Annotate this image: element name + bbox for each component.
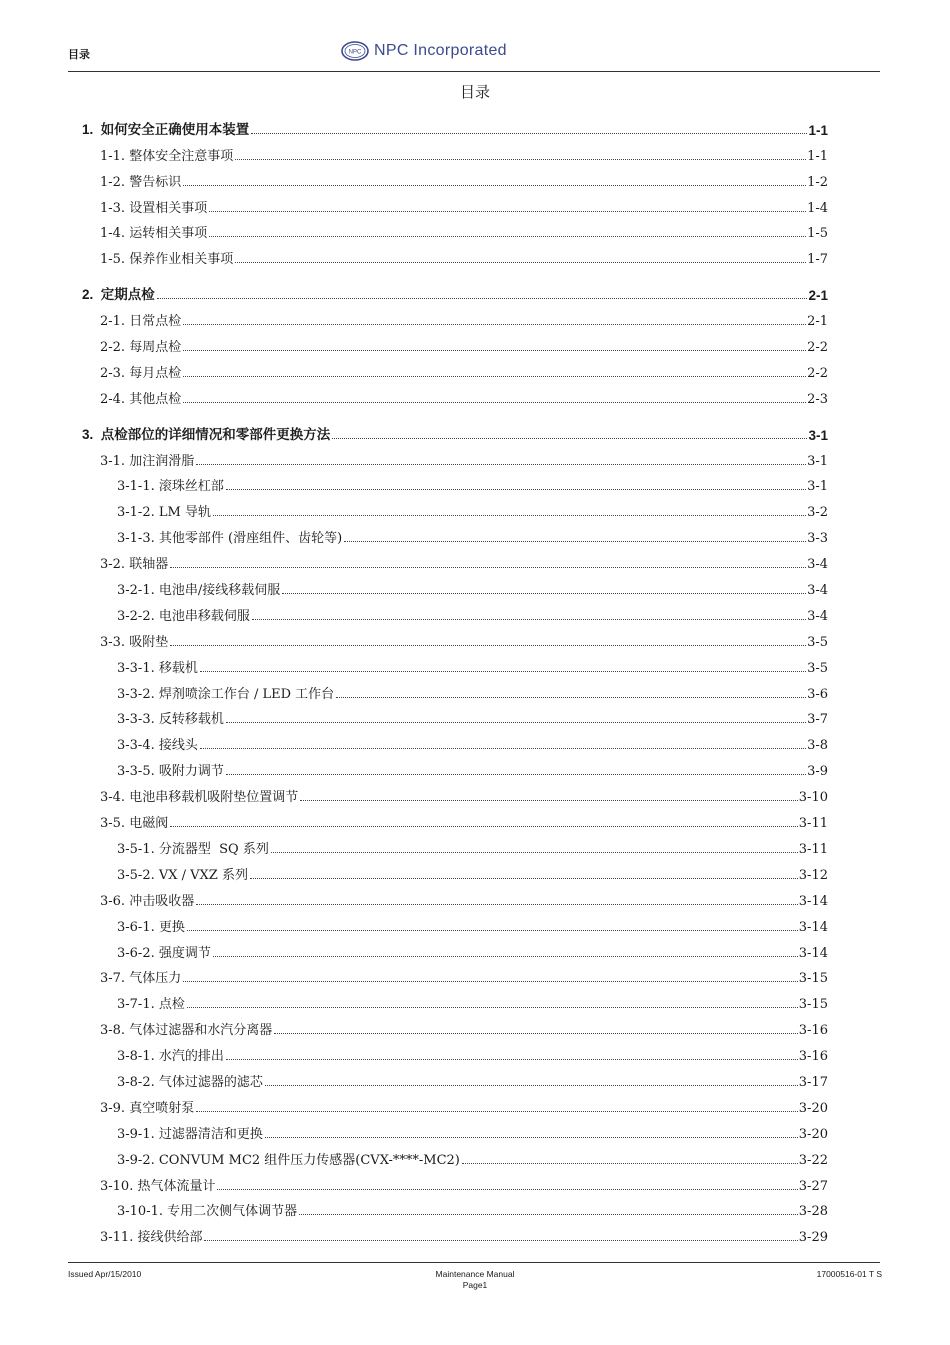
toc-entry[interactable]	[82, 909, 828, 935]
toc-entry-page: 3-20	[798, 1100, 828, 1116]
toc-dot-leader	[344, 541, 806, 542]
toc-entry-page: 3-27	[798, 1178, 828, 1194]
toc-dot-leader	[235, 262, 806, 263]
toc-entry[interactable]	[82, 702, 828, 728]
toc-entry[interactable]	[82, 935, 828, 961]
toc-entry-label: 3-10-1. 专用二次侧气体调节器	[117, 1204, 298, 1220]
toc-entry-page: 3-11	[798, 816, 828, 832]
toc-entry[interactable]	[82, 190, 828, 216]
toc-entry-page: 2-2	[807, 340, 828, 356]
toc-dot-leader	[209, 211, 806, 212]
toc-entry-label: 3-5-1. 分流器型 SQ 系列	[117, 841, 269, 857]
toc-entry[interactable]	[82, 1168, 828, 1194]
footer-page-number: Page1	[462, 1280, 488, 1290]
toc-entry-label: 3-8-2. 气体过滤器的滤芯	[117, 1074, 263, 1090]
toc-dot-leader	[196, 464, 806, 465]
footer-manual-title: Maintenance Manual	[435, 1269, 515, 1279]
toc-dot-leader	[183, 350, 806, 351]
toc-entry-page: 3-8	[807, 738, 828, 754]
toc-entry-page: 1-5	[807, 226, 828, 242]
toc-entry[interactable]	[82, 986, 828, 1012]
toc-entry-page: 3-1	[807, 453, 828, 469]
toc-dot-leader	[170, 826, 798, 827]
toc-entry[interactable]	[82, 138, 828, 164]
toc-entry-label: 3-1-1. 滚珠丝杠部	[117, 479, 224, 495]
company-logo	[340, 38, 507, 64]
toc-dot-leader	[200, 748, 806, 749]
toc-entry-page: 1-1	[807, 148, 828, 164]
npc-logo-icon	[340, 40, 372, 62]
toc-entry-page: 3-28	[798, 1204, 828, 1220]
toc-entry-page: 3-12	[798, 867, 828, 883]
toc-entry-label: 3-3. 吸附垫	[100, 634, 169, 650]
toc-entry[interactable]	[82, 676, 828, 702]
toc-entry-page: 2-2	[807, 365, 828, 381]
toc-entry-label: 3-3-3. 反转移载机	[117, 712, 224, 728]
toc-entry[interactable]	[82, 1012, 828, 1038]
toc-entry-label: 3-2. 联轴器	[100, 557, 169, 573]
toc-entry-label: 3-10. 热气体流量计	[100, 1178, 216, 1194]
toc-entry[interactable]	[82, 381, 828, 407]
toc-entry-label: 3-3-4. 接线头	[117, 738, 198, 754]
toc-entry-label: 2-2. 每周点检	[100, 340, 182, 356]
toc-dot-leader	[170, 645, 806, 646]
toc-entry-label: 1-1. 整体安全注意事项	[100, 148, 234, 164]
toc-entry-page: 3-20	[798, 1126, 828, 1142]
toc-entry-label: 1. 如何安全正确使用本装置	[82, 121, 250, 137]
toc-dot-leader	[183, 981, 798, 982]
toc-entry-label: 3-3-2. 焊剂喷涂工作台 / LED 工作台	[117, 686, 335, 702]
toc-entry[interactable]	[82, 216, 828, 242]
logo-text: NPC Incorporated	[374, 42, 507, 59]
toc-entry[interactable]	[82, 650, 828, 676]
toc-dot-leader	[332, 438, 807, 439]
toc-entry[interactable]	[82, 624, 828, 650]
toc-entry-label: 3-5-2. VX / VXZ 系列	[117, 867, 248, 883]
toc-dot-leader	[183, 402, 806, 403]
toc-entry-label: 3-6. 冲击吸收器	[100, 893, 195, 909]
toc-dot-leader	[196, 904, 798, 905]
table-of-contents	[82, 112, 828, 1245]
toc-entry[interactable]	[82, 727, 828, 753]
toc-entry-page: 2-1	[807, 314, 828, 330]
toc-dot-leader	[265, 1137, 798, 1138]
toc-dot-leader	[226, 774, 806, 775]
toc-entry-label: 3-1-2. LM 导轨	[117, 505, 211, 521]
toc-dot-leader	[265, 1085, 798, 1086]
toc-entry-page: 3-2	[807, 505, 828, 521]
toc-dot-leader	[196, 1111, 798, 1112]
toc-entry-label: 3-7-1. 点检	[117, 997, 185, 1013]
toc-entry[interactable]	[82, 329, 828, 355]
toc-entry[interactable]	[82, 241, 828, 267]
toc-entry[interactable]	[82, 961, 828, 987]
toc-entry[interactable]	[82, 494, 828, 520]
toc-entry-label: 3-2-1. 电池串/接线移载伺服	[117, 583, 281, 599]
toc-entry-page: 3-16	[798, 1049, 828, 1065]
toc-dot-leader	[235, 159, 806, 160]
toc-entry-page: 2-3	[807, 391, 828, 407]
toc-entry[interactable]	[82, 753, 828, 779]
toc-entry-label: 1-5. 保养作业相关事项	[100, 252, 234, 268]
toc-dot-leader	[271, 852, 798, 853]
toc-dot-leader	[200, 671, 806, 672]
toc-entry-page: 3-4	[807, 557, 828, 573]
toc-entry-page: 3-6	[807, 686, 828, 702]
toc-dot-leader	[250, 878, 798, 879]
toc-dot-leader	[187, 1007, 798, 1008]
logo-badge-text: NPC	[348, 49, 362, 56]
toc-entry-page: 3-1	[808, 427, 828, 443]
toc-entry[interactable]	[82, 303, 828, 329]
toc-entry-page: 3-16	[798, 1023, 828, 1039]
page-title: 目录	[459, 83, 490, 101]
toc-dot-leader	[226, 489, 806, 490]
toc-entry[interactable]	[82, 112, 828, 138]
toc-entry-label: 3-1-3. 其他零部件 (滑座组件、齿轮等)	[117, 531, 343, 547]
toc-entry-label: 1-2. 警告标识	[100, 174, 182, 190]
toc-entry-page: 3-14	[798, 893, 828, 909]
toc-dot-leader	[217, 1189, 797, 1190]
toc-dot-leader	[226, 722, 806, 723]
toc-entry-label: 2-1. 日常点检	[100, 314, 182, 330]
toc-entry-page: 3-14	[798, 919, 828, 935]
toc-entry-page: 3-10	[798, 790, 828, 806]
toc-dot-leader	[170, 567, 806, 568]
footer-doc-number: 17000516-01 T S	[816, 1269, 882, 1279]
toc-entry-label: 3-7. 气体压力	[100, 971, 182, 987]
toc-entry-label: 3-3-1. 移载机	[117, 660, 198, 676]
toc-entry-label: 3-6-1. 更换	[117, 919, 185, 935]
toc-entry-page: 3-7	[807, 712, 828, 728]
toc-entry-page: 3-17	[798, 1074, 828, 1090]
toc-entry-label: 2-3. 每月点检	[100, 365, 182, 381]
toc-entry-label: 3-8. 气体过滤器和水汽分离器	[100, 1023, 273, 1039]
toc-dot-leader	[300, 800, 798, 801]
toc-entry-page: 1-1	[808, 122, 828, 138]
toc-dot-leader	[183, 324, 806, 325]
toc-dot-leader	[209, 236, 806, 237]
toc-dot-leader	[282, 593, 806, 594]
toc-entry-page: 1-2	[807, 174, 828, 190]
toc-entry-label: 3-1. 加注润滑脂	[100, 453, 195, 469]
toc-entry-label: 3-3-5. 吸附力调节	[117, 764, 224, 780]
toc-entry[interactable]	[82, 572, 828, 598]
toc-entry-page: 3-14	[798, 945, 828, 961]
toc-entry-label: 3-2-2. 电池串移载伺服	[117, 608, 250, 624]
toc-entry-page: 3-15	[798, 971, 828, 987]
toc-entry-page: 3-4	[807, 608, 828, 624]
toc-entry[interactable]	[82, 1142, 828, 1168]
toc-entry[interactable]	[82, 1064, 828, 1090]
toc-entry-label: 3-9-1. 过滤器清洁和更换	[117, 1126, 263, 1142]
toc-entry-page: 3-3	[807, 531, 828, 547]
toc-dot-leader	[213, 956, 798, 957]
toc-entry-label: 3-11. 接线供给部	[100, 1230, 203, 1246]
toc-dot-leader	[251, 133, 807, 134]
toc-entry-label: 2. 定期点检	[82, 287, 155, 303]
toc-entry[interactable]	[82, 1116, 828, 1142]
toc-entry[interactable]	[82, 598, 828, 624]
toc-entry-page: 3-29	[798, 1230, 828, 1246]
toc-entry[interactable]	[82, 1090, 828, 1116]
toc-entry[interactable]	[82, 546, 828, 572]
toc-entry[interactable]	[82, 779, 828, 805]
toc-dot-leader	[183, 185, 806, 186]
toc-entry[interactable]	[82, 520, 828, 546]
toc-dot-leader	[204, 1240, 797, 1241]
toc-entry-label: 3-9-2. CONVUM MC2 组件压力传感器(CVX-****-MC2)	[117, 1152, 460, 1168]
toc-dot-leader	[187, 930, 798, 931]
toc-entry[interactable]	[82, 1194, 828, 1220]
toc-entry[interactable]	[82, 355, 828, 381]
toc-entry-label: 1-3. 设置相关事项	[100, 200, 208, 216]
toc-dot-leader	[183, 376, 806, 377]
toc-entry-label: 3-5. 电磁阀	[100, 816, 169, 832]
toc-dot-leader	[274, 1033, 798, 1034]
toc-entry[interactable]	[82, 164, 828, 190]
toc-entry[interactable]	[82, 443, 828, 469]
toc-entry-page: 1-4	[807, 200, 828, 216]
toc-entry-label: 3. 点检部位的详细情况和零部件更换方法	[82, 426, 331, 442]
toc-entry-page: 3-9	[807, 764, 828, 780]
toc-entry-label: 1-4. 运转相关事项	[100, 226, 208, 242]
toc-dot-leader	[213, 515, 806, 516]
toc-dot-leader	[336, 697, 806, 698]
toc-entry-page: 3-22	[798, 1152, 828, 1168]
toc-dot-leader	[157, 298, 808, 299]
toc-entry-page: 3-5	[807, 660, 828, 676]
toc-entry-label: 3-9. 真空喷射泵	[100, 1100, 195, 1116]
toc-dot-leader	[226, 1059, 798, 1060]
header-section-label: 目录	[68, 48, 90, 61]
toc-entry-label: 2-4. 其他点检	[100, 391, 182, 407]
toc-entry[interactable]	[82, 1038, 828, 1064]
toc-entry[interactable]	[82, 831, 828, 857]
toc-entry[interactable]	[82, 1219, 828, 1245]
toc-entry[interactable]	[82, 805, 828, 831]
toc-entry-page: 3-11	[798, 841, 828, 857]
toc-entry-label: 3-6-2. 强度调节	[117, 945, 211, 961]
footer-issued-date: Issued Apr/15/2010	[68, 1269, 142, 1279]
toc-entry[interactable]	[82, 277, 828, 303]
toc-entry-page: 2-1	[808, 288, 828, 304]
toc-dot-leader	[252, 619, 806, 620]
toc-entry-page: 3-4	[807, 583, 828, 599]
toc-entry[interactable]	[82, 469, 828, 495]
toc-entry[interactable]	[82, 857, 828, 883]
header-divider	[68, 71, 880, 72]
toc-entry-page: 3-15	[798, 997, 828, 1013]
toc-entry-label: 3-4. 电池串移载机吸附垫位置调节	[100, 790, 299, 806]
toc-entry[interactable]	[82, 883, 828, 909]
toc-entry-page: 1-7	[807, 252, 828, 268]
toc-entry-label: 3-8-1. 水汽的排出	[117, 1049, 224, 1065]
toc-dot-leader	[462, 1163, 798, 1164]
toc-dot-leader	[299, 1214, 798, 1215]
footer-manual-info	[375, 1269, 575, 1291]
footer-divider	[68, 1262, 880, 1263]
toc-entry-page: 3-5	[807, 634, 828, 650]
toc-entry-page: 3-1	[807, 479, 828, 495]
toc-entry[interactable]	[82, 417, 828, 443]
